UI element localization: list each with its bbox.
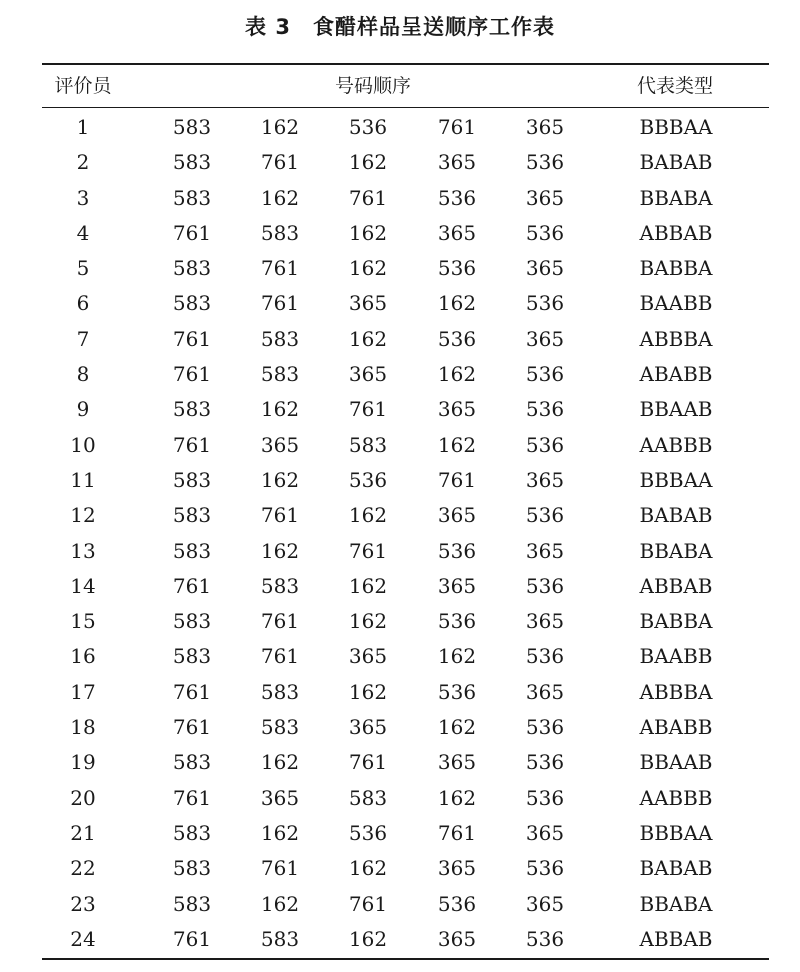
code-cell: 761 (172, 220, 212, 245)
code-cell: 365 (348, 362, 388, 387)
header-rule (42, 107, 769, 108)
code-cell: 365 (260, 785, 300, 810)
code-cell: 365 (437, 750, 477, 775)
code-cell: 162 (348, 573, 388, 598)
type-cell: BABAB (639, 856, 713, 881)
code-cell: 162 (437, 644, 477, 669)
code-cell: 162 (437, 785, 477, 810)
code-cell: 583 (348, 785, 388, 810)
type-cell: ABBBA (639, 679, 713, 704)
code-cell: 162 (348, 926, 388, 951)
code-cell: 761 (172, 573, 212, 598)
code-cell: 761 (172, 926, 212, 951)
code-cell: 583 (260, 326, 300, 351)
type-cell: AABBB (639, 432, 713, 457)
code-cell: 162 (437, 715, 477, 740)
type-cell: BABAB (639, 503, 713, 528)
rater-cell: 7 (76, 326, 90, 351)
code-cell: 536 (348, 820, 388, 845)
code-cell: 365 (260, 432, 300, 457)
code-cell: 162 (260, 397, 300, 422)
rater-cell: 4 (76, 220, 90, 245)
table-row (0, 428, 800, 463)
code-cell: 536 (525, 573, 565, 598)
code-cell: 162 (260, 185, 300, 210)
code-cell: 536 (525, 362, 565, 387)
code-cell: 365 (437, 926, 477, 951)
rater-cell: 3 (76, 185, 90, 210)
table-row (0, 816, 800, 851)
rater-cell: 17 (70, 679, 96, 704)
code-cell: 583 (260, 362, 300, 387)
code-cell: 365 (437, 503, 477, 528)
code-cell: 536 (437, 185, 477, 210)
code-cell: 536 (437, 538, 477, 563)
code-cell: 536 (525, 856, 565, 881)
code-cell: 162 (260, 820, 300, 845)
type-cell: ABABB (639, 715, 713, 740)
code-cell: 583 (172, 115, 212, 139)
code-cell: 761 (437, 115, 477, 139)
code-cell: 761 (172, 715, 212, 740)
code-cell: 162 (348, 256, 388, 281)
code-cell: 761 (172, 326, 212, 351)
rater-cell: 19 (70, 750, 96, 775)
code-cell: 761 (348, 891, 388, 916)
code-cell: 761 (348, 538, 388, 563)
code-cell: 761 (348, 750, 388, 775)
code-cell: 583 (348, 432, 388, 457)
code-cell: 536 (525, 644, 565, 669)
code-cell: 536 (525, 750, 565, 775)
code-cell: 761 (260, 609, 300, 634)
code-cell: 761 (172, 785, 212, 810)
code-cell: 536 (525, 715, 565, 740)
type-cell: ABBAB (639, 220, 713, 245)
code-cell: 365 (437, 397, 477, 422)
table-row (0, 498, 800, 533)
code-cell: 536 (525, 503, 565, 528)
rater-cell: 23 (70, 891, 96, 916)
rater-cell: 22 (70, 856, 96, 881)
table-row (0, 392, 800, 427)
code-cell: 583 (172, 503, 212, 528)
rater-cell: 14 (70, 573, 96, 598)
code-cell: 583 (172, 750, 212, 775)
rater-cell: 5 (76, 256, 90, 281)
table-body (0, 110, 800, 957)
type-cell: BBABA (639, 185, 713, 210)
code-cell: 761 (172, 432, 212, 457)
type-cell: ABABB (639, 362, 713, 387)
type-cell: BBABA (639, 891, 713, 916)
table-row (0, 463, 800, 498)
type-cell: BABBA (639, 609, 713, 634)
code-cell: 365 (525, 679, 565, 704)
code-cell: 536 (437, 326, 477, 351)
rater-cell: 20 (70, 785, 96, 810)
code-cell: 761 (260, 856, 300, 881)
code-cell: 365 (348, 291, 388, 316)
table-row (0, 745, 800, 780)
code-cell: 536 (525, 432, 565, 457)
code-cell: 583 (172, 185, 212, 210)
code-cell: 162 (348, 220, 388, 245)
type-cell: BABAB (639, 150, 713, 175)
code-cell: 583 (260, 573, 300, 598)
table-row (0, 887, 800, 922)
code-cell: 365 (525, 820, 565, 845)
rater-cell: 10 (70, 432, 96, 457)
rater-cell: 21 (70, 820, 96, 845)
bottom-rule (42, 958, 769, 960)
type-cell: BBBAA (639, 820, 713, 845)
rater-cell: 11 (70, 467, 96, 492)
code-cell: 761 (260, 644, 300, 669)
rater-cell: 18 (70, 715, 96, 740)
code-cell: 583 (260, 220, 300, 245)
code-cell: 583 (172, 891, 212, 916)
code-cell: 162 (437, 362, 477, 387)
table-row (0, 181, 800, 216)
code-cell: 536 (348, 467, 388, 492)
code-cell: 365 (437, 150, 477, 175)
code-cell: 162 (437, 291, 477, 316)
table-row (0, 710, 800, 745)
table-row (0, 922, 800, 957)
table-title: 食醋样品呈送顺序工作表 (312, 15, 555, 39)
code-cell: 583 (260, 679, 300, 704)
code-cell: 583 (172, 150, 212, 175)
code-cell: 583 (260, 926, 300, 951)
code-cell: 162 (260, 750, 300, 775)
table-row (0, 216, 800, 251)
rater-cell: 1 (76, 115, 90, 139)
rater-cell: 13 (70, 538, 96, 563)
code-cell: 365 (525, 256, 565, 281)
table-row (0, 781, 800, 816)
code-cell: 536 (437, 679, 477, 704)
type-cell: BABBA (639, 256, 713, 281)
code-cell: 162 (348, 326, 388, 351)
type-cell: BAABB (639, 644, 713, 669)
rater-cell: 16 (70, 644, 96, 669)
code-cell: 365 (525, 467, 565, 492)
code-cell: 761 (260, 256, 300, 281)
code-cell: 761 (172, 679, 212, 704)
type-cell: ABBBA (639, 326, 713, 351)
code-cell: 162 (437, 432, 477, 457)
type-cell: BBABA (639, 538, 713, 563)
table-row (0, 675, 800, 710)
code-cell: 583 (172, 256, 212, 281)
code-cell: 536 (525, 785, 565, 810)
rater-cell: 8 (76, 362, 90, 387)
code-cell: 536 (525, 397, 565, 422)
table-row (0, 569, 800, 604)
code-cell: 365 (437, 220, 477, 245)
code-cell: 162 (260, 538, 300, 563)
table-row (0, 534, 800, 569)
header-type: 代表类型 (636, 75, 713, 97)
code-cell: 365 (525, 185, 565, 210)
table-row (0, 145, 800, 180)
code-cell: 761 (348, 397, 388, 422)
type-cell: BAABB (639, 291, 713, 316)
header-rater: 评价员 (54, 75, 112, 97)
code-cell: 583 (260, 715, 300, 740)
code-cell: 162 (260, 115, 300, 139)
table-row (0, 286, 800, 321)
code-cell: 536 (437, 256, 477, 281)
header-codes: 号码顺序 (334, 75, 411, 97)
rater-cell: 2 (76, 150, 90, 175)
table-row (0, 110, 800, 145)
code-cell: 583 (172, 467, 212, 492)
code-cell: 761 (437, 467, 477, 492)
top-rule (42, 63, 769, 65)
code-cell: 162 (348, 856, 388, 881)
type-cell: BBBAA (639, 467, 713, 492)
table-row (0, 639, 800, 674)
code-cell: 536 (525, 220, 565, 245)
code-cell: 536 (525, 926, 565, 951)
code-cell: 536 (348, 115, 388, 139)
code-cell: 365 (525, 609, 565, 634)
code-cell: 761 (260, 150, 300, 175)
code-cell: 162 (260, 891, 300, 916)
table-row (0, 322, 800, 357)
code-cell: 536 (437, 891, 477, 916)
code-cell: 365 (437, 573, 477, 598)
table-row (0, 357, 800, 392)
code-cell: 583 (172, 644, 212, 669)
code-cell: 761 (260, 503, 300, 528)
rater-cell: 12 (70, 503, 96, 528)
code-cell: 162 (348, 150, 388, 175)
rater-cell: 6 (76, 291, 90, 316)
code-cell: 162 (260, 467, 300, 492)
code-cell: 761 (348, 185, 388, 210)
table-caption (0, 12, 800, 42)
type-cell: AABBB (639, 785, 713, 810)
code-cell: 365 (525, 326, 565, 351)
rater-cell: 15 (70, 609, 96, 634)
code-cell: 365 (525, 891, 565, 916)
code-cell: 365 (525, 115, 565, 139)
code-cell: 365 (437, 856, 477, 881)
type-cell: BBAAB (639, 750, 713, 775)
code-cell: 536 (525, 150, 565, 175)
table-row (0, 251, 800, 286)
table-row (0, 851, 800, 886)
code-cell: 583 (172, 856, 212, 881)
code-cell: 583 (172, 609, 212, 634)
rater-cell: 9 (76, 397, 90, 422)
code-cell: 162 (348, 609, 388, 634)
type-cell: ABBAB (639, 573, 713, 598)
code-cell: 162 (348, 679, 388, 704)
code-cell: 761 (260, 291, 300, 316)
type-cell: BBBAA (639, 115, 713, 139)
code-cell: 365 (348, 715, 388, 740)
code-cell: 583 (172, 820, 212, 845)
code-cell: 761 (437, 820, 477, 845)
code-cell: 536 (437, 609, 477, 634)
type-cell: BBAAB (639, 397, 713, 422)
code-cell: 761 (172, 362, 212, 387)
table-label: 表 3 (245, 15, 291, 39)
code-cell: 365 (525, 538, 565, 563)
type-cell: ABBAB (639, 926, 713, 951)
code-cell: 583 (172, 538, 212, 563)
code-cell: 162 (348, 503, 388, 528)
rater-cell: 24 (70, 926, 96, 951)
code-cell: 536 (525, 291, 565, 316)
code-cell: 365 (348, 644, 388, 669)
table-row (0, 604, 800, 639)
code-cell: 583 (172, 397, 212, 422)
code-cell: 583 (172, 291, 212, 316)
